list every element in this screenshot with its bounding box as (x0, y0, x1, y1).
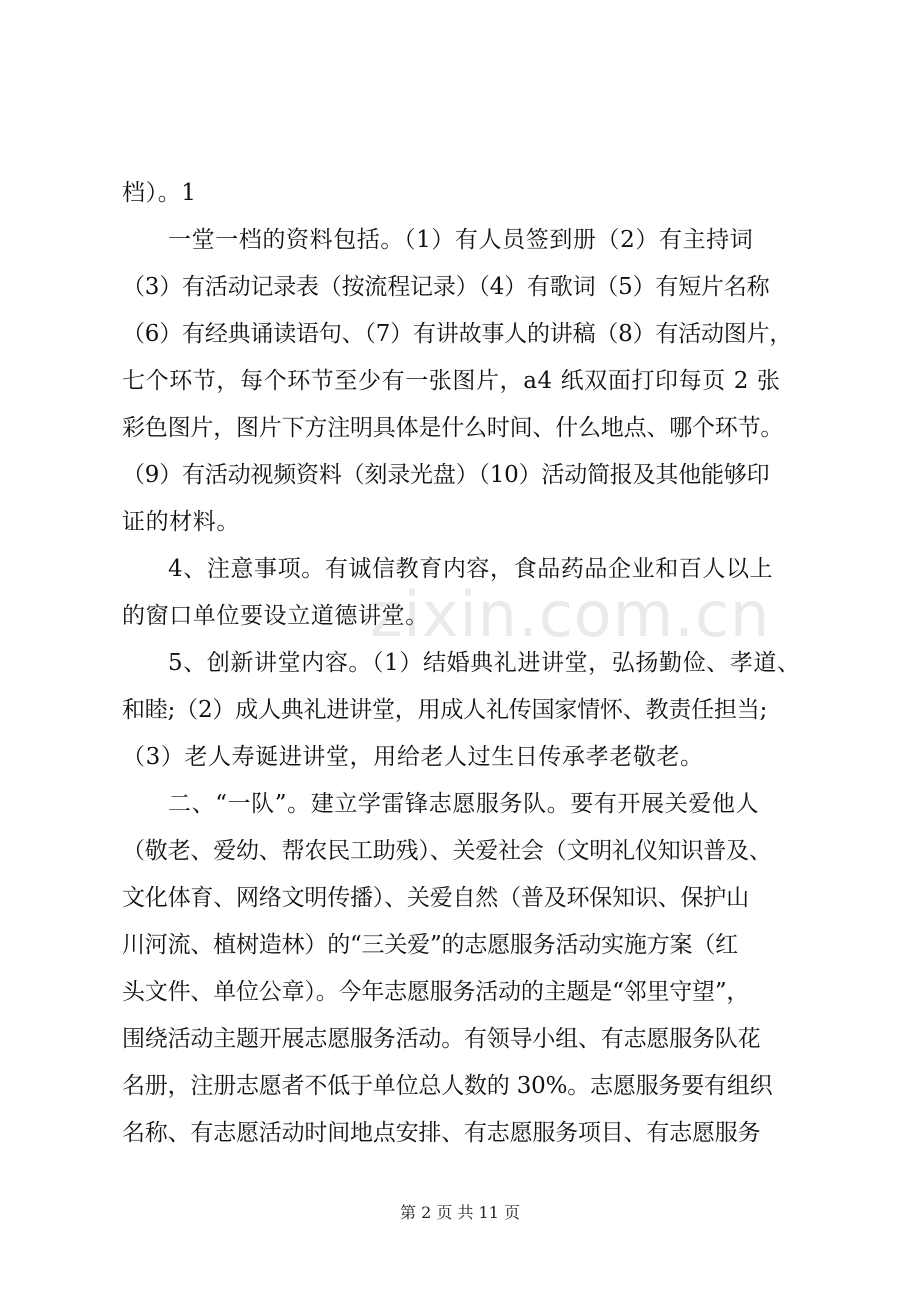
text-line: 名称、有志愿活动时间地点安排、有志愿服务项目、有志愿服务 (122, 1120, 761, 1146)
body-text (122, 170, 812, 1157)
text-line: 围绕活动主题开展志愿服务活动。有领导小组、有志愿服务队花 (122, 1026, 761, 1052)
text-line: 证的材料。 (122, 509, 240, 535)
page-footer: 第 2 页 共 11 页 (400, 1203, 520, 1222)
text-line: 名册，注册志愿者不低于单位总人数的 30%。志愿服务要有组织 (122, 1073, 773, 1099)
text-line: （6）有经典诵读语句、（7）有讲故事人的讲稿（8）有活动图片， (122, 321, 793, 347)
text-line: 一堂一档的资料包括。（1）有人员签到册（2）有主持词 (168, 227, 754, 253)
text-line: 和睦;（2）成人典礼进讲堂，用成人礼传国家情怀、教责任担当; (122, 697, 768, 723)
text-line: 5、创新讲堂内容。（1）结婚典礼进讲堂，弘扬勤俭、孝道、 (168, 650, 801, 676)
text-line: 二、“一队”。建立学雷锋志愿服务队。要有开展关爱他人 (168, 791, 760, 817)
text-line: 的窗口单位要设立道德讲堂。 (122, 603, 429, 629)
text-line: 彩色图片，图片下方注明具体是什么时间、什么地点、哪个环节。 (122, 415, 784, 441)
text-line: （3）老人寿诞进讲堂，用给老人过生日传承孝老敬老。 (122, 744, 704, 770)
text-line: （9）有活动视频资料（刻录光盘）（10）活动简报及其他能够印 (122, 462, 770, 488)
text-line: 川河流、植树造林）的“三关爱”的志愿服务活动实施方案（红 (122, 932, 738, 958)
text-line: （3）有活动记录表（按流程记录）（4）有歌词（5）有短片名称 (122, 274, 770, 300)
text-line: （敬老、爱幼、帮农民工助残）、关爱社会（文明礼仪知识普及、 (122, 838, 772, 864)
text-line: 头文件、单位公章）。今年志愿服务活动的主题是“邻里守望”， (122, 979, 750, 1005)
text-line: 4、注意事项。有诚信教育内容，食品药品企业和百人以上 (168, 556, 774, 582)
text-line: 文化体育、网络文明传播）、关爱自然（普及环保知识、保护山 (122, 885, 749, 911)
text-line: 七个环节，每个环节至少有一张图片，a4 纸双面打印每页 2 张 (122, 368, 781, 394)
watermark: zixin.com.cn (370, 578, 771, 651)
text-line: 档）。1 (122, 180, 197, 206)
